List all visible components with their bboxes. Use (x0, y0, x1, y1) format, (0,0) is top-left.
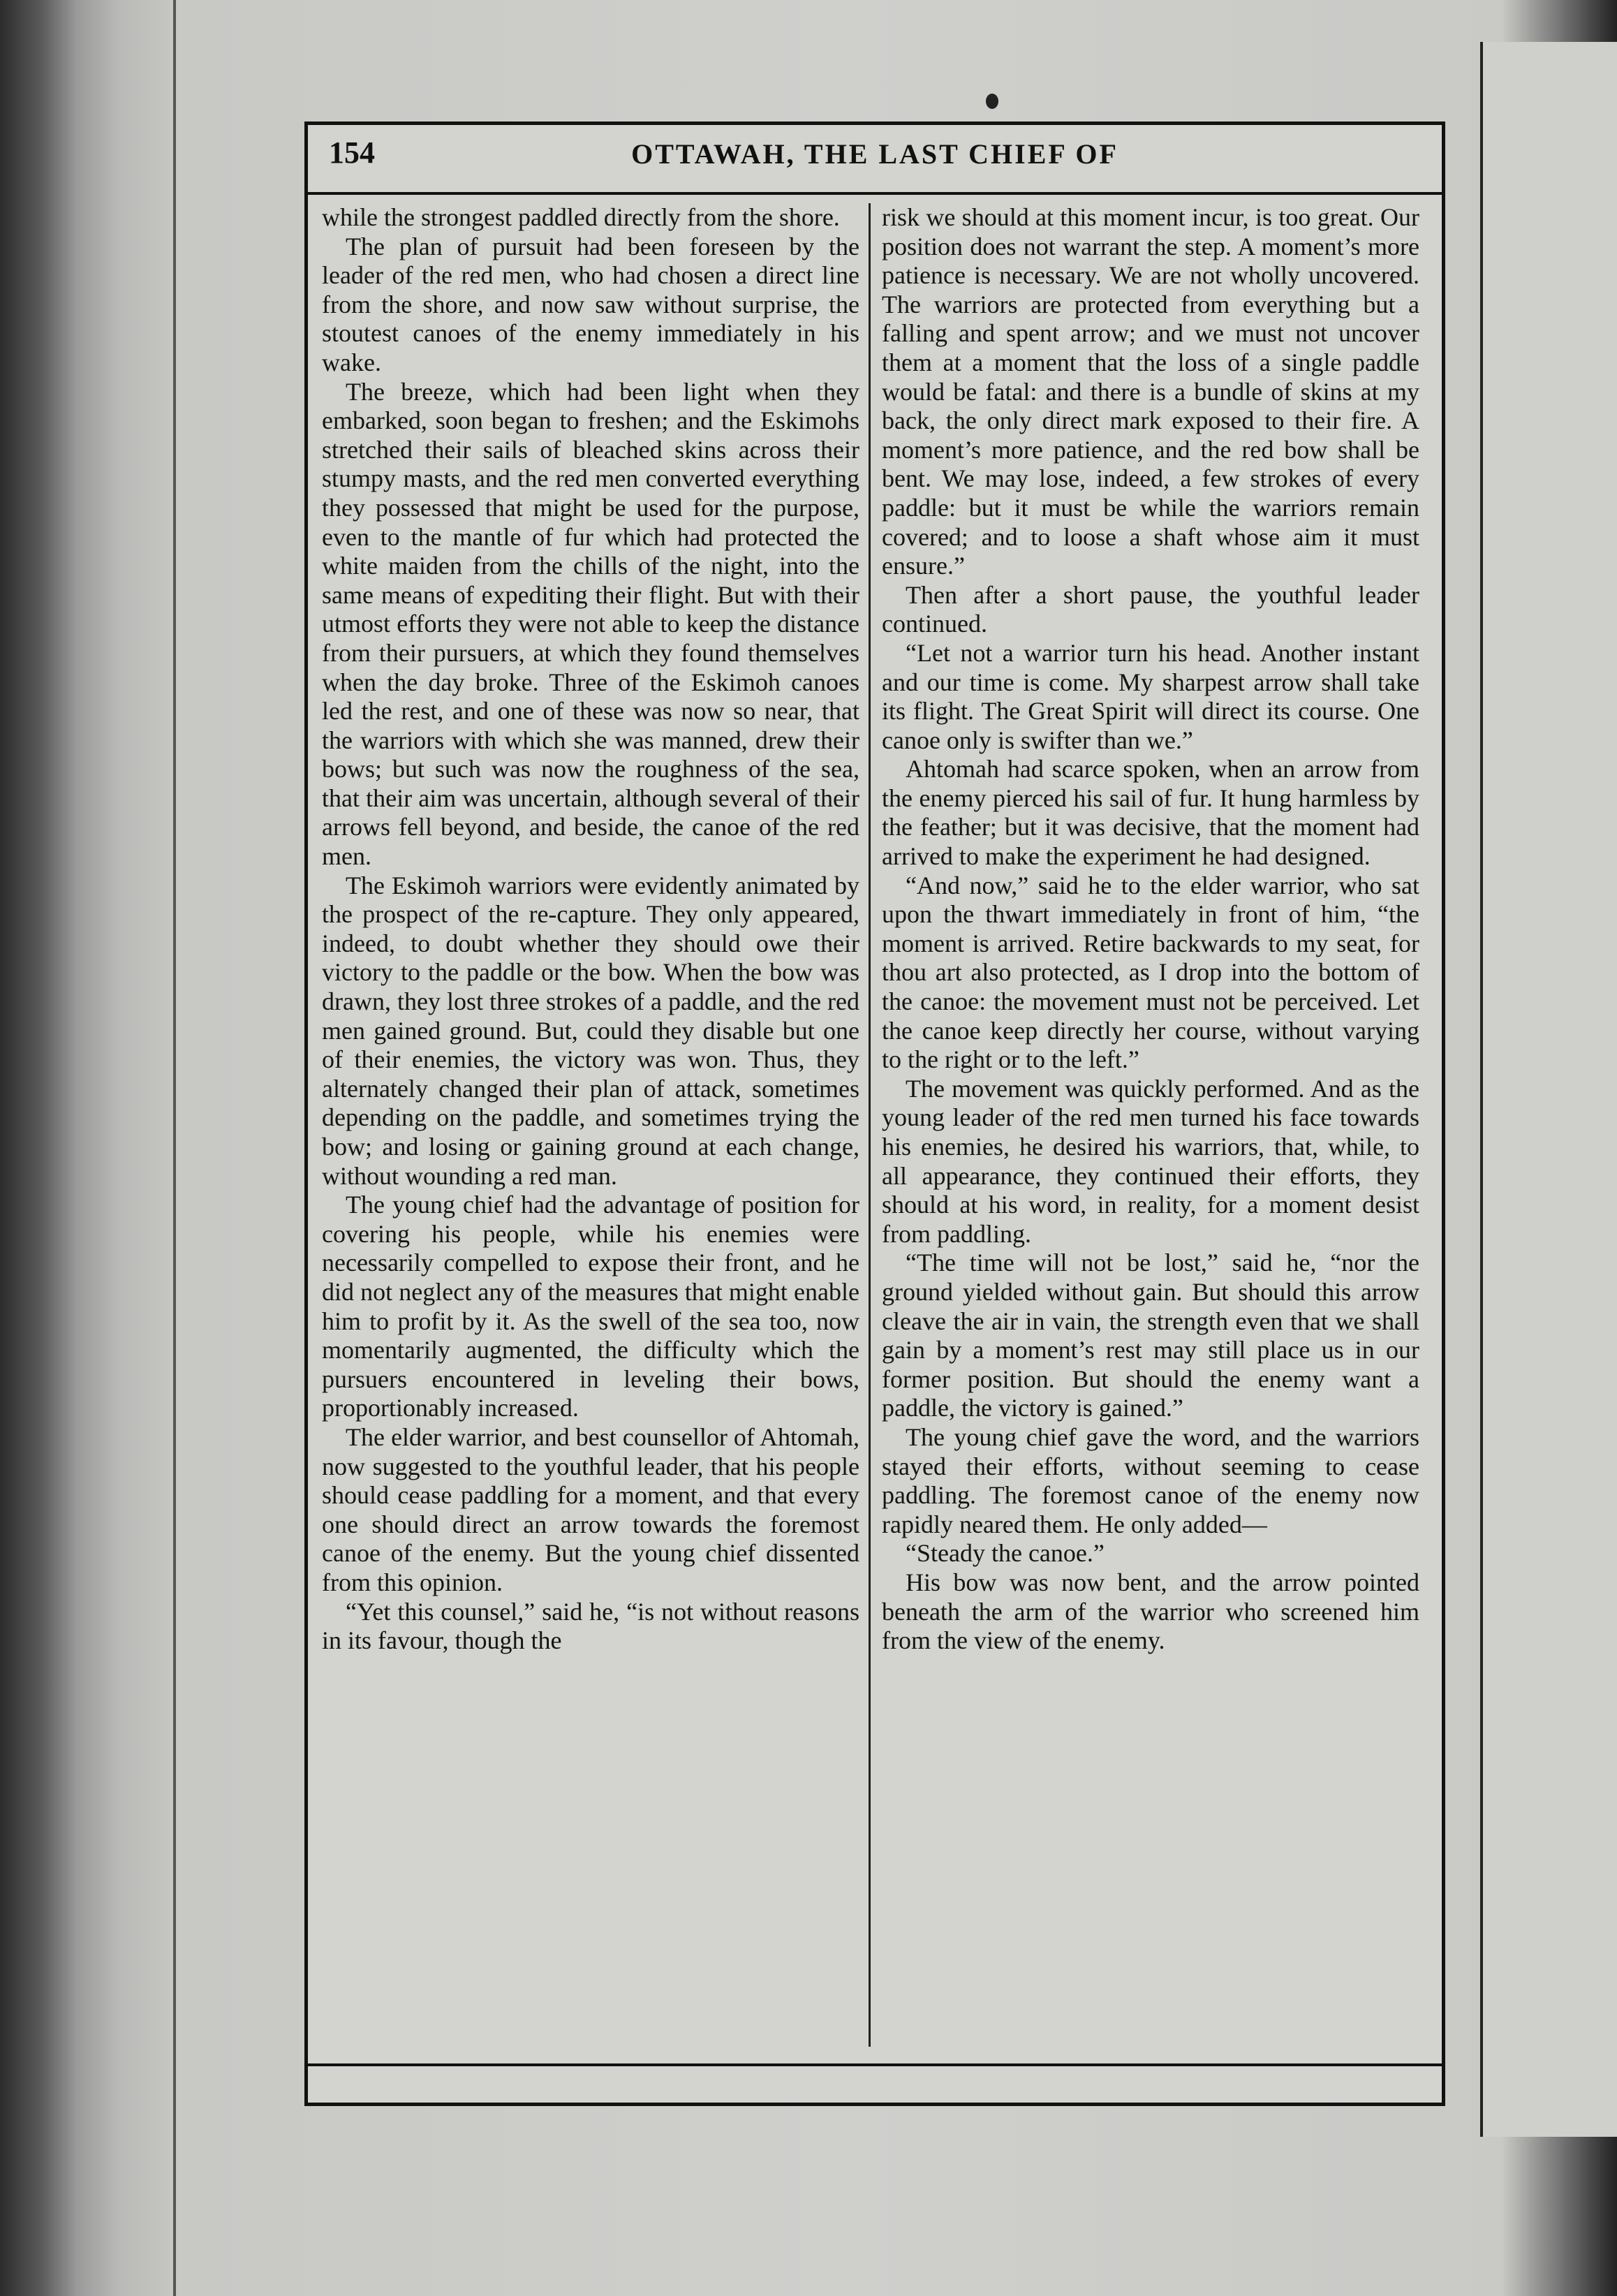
paragraph: risk we should at this moment incur, is too great. Our position does not warrant the step. A moment’s more patience is necessary. We are not wholly uncovered. The warriors are protected from everything but a falling and spent arrow; and we must not uncover them at a moment that the loss of a single paddle would be fatal: and there is a bundle of skins at my back, the only direct mark exposed to their fire. A moment’s more patience, and the red bow shall be bent. We may lose, indeed, a few strokes of every paddle: but it must be while the warriors remain covered; and to loose a shaft whose aim it must ensure.” (882, 203, 1419, 580)
page-header (308, 125, 1442, 195)
paragraph: Ahtomah had scarce spoken, when an arrow from the enemy pierced his sail of fur. It hung harmless by the feather; but it was decisive, that the moment had arrived to make the experiment he had designed. (882, 755, 1419, 871)
paragraph: “Steady the canoe.” (906, 1539, 1105, 1568)
adjacent-page-edge (1480, 42, 1617, 2137)
paragraph: The elder warrior, and best counsellor of Ahtomah, now suggested to the youthful leader, that his people should cease paddling for a moment, and that every one should direct an arrow towards the foremost canoe of the enemy. But the young chief dissented from this opinion. (322, 1422, 859, 1596)
page-number: 154 (329, 135, 375, 170)
paragraph: “Yet this counsel,” said he, “is not without reasons in its favour, though the (322, 1597, 859, 1655)
column-divider (869, 203, 871, 2047)
paragraph: The Eskimoh warriors were evidently animated by the prospect of the re-capture. They only appeared, indeed, to doubt whether they should owe their victory to the paddle or the bow. When the bow was drawn, they lost three strokes of a paddle, and the red men gained ground. But, could they disable but one of their enemies, the victory was won. Thus, they alternately changed their plan of attack, sometimes depending on the paddle, and sometimes trying the bow; and losing or gaining ground at each change, without wounding a red man. (322, 871, 859, 1190)
paragraph: His bow was now bent, and the arrow pointed beneath the arm of the warrior who screened him from the view of the enemy. (882, 1568, 1419, 1655)
right-column (882, 203, 1419, 2047)
paragraph: Then after a short pause, the youthful leader continued. (882, 580, 1419, 638)
paragraph: “And now,” said he to the elder warrior, who sat upon the thwart immediately in front of him, “the moment is arrived. Retire backwards to my seat, for thou art also protected, as I drop into the bottom of the canoe: the movement must not be perceived. Let the canoe keep directly her course, without varying to the right or to the left.” (882, 871, 1419, 1074)
binding-edge (173, 0, 176, 2296)
paragraph: The plan of pursuit had been foreseen by the leader of the red men, who had chosen a direct line from the shore, and now saw without surprise, the stoutest canoes of the enemy immediately in his wake. (322, 232, 859, 376)
paragraph: The movement was quickly performed. And as the young leader of the red men turned his face towards his enemies, he desired his warriors, that, while, to all appearance, they continued their efforts, they should at his word, in reality, for a moment desist from paddling. (882, 1074, 1419, 1248)
paragraph: The young chief gave the word, and the warriors stayed their efforts, without seeming to cease paddling. The foremost canoe of the enemy now rapidly neared them. He only added— (882, 1422, 1419, 1538)
ink-blot (986, 94, 998, 109)
paragraph: “The time will not be lost,” said he, “nor the ground yielded without gain. But should this arrow cleave the air in vain, the strength even that we shall gain by a moment’s rest may still place us in our former position. But should the enemy want a paddle, the victory is gained.” (882, 1249, 1419, 1422)
bottom-rule (308, 2063, 1442, 2066)
paragraph: The young chief had the advantage of position for covering his people, while his enemies were necessarily compelled to expose their front, and he did not neglect any of the measures that might enable him to profit by it. As the swell of the sea too, now momentarily augmented, the difficulty which the pursuers encountered in leveling their bows, proportionably increased. (322, 1191, 859, 1422)
paragraph: The breeze, which had been light when they embarked, soon began to freshen; and the Eskimohs stretched their sails of bleached skins across their stumpy masts, and the red men converted everything they possessed that might be used for the purpose, even to the mantle of fur which had protected the white maiden from the chills of the night, into the same means of expediting their flight. But with their utmost efforts they were not able to keep the distance from their pursuers, at which they found themselves when the day broke. Three of the Eskimoh canoes led the rest, and one of these was now so near, that the warriors with which she was manned, drew their bows; but such was now the roughness of the sea, that their aim was uncertain, although several of their arrows fell beyond, and beside, the canoe of the red men. (322, 377, 859, 871)
paragraph: while the strongest paddled directly from the shore. (322, 203, 840, 231)
paragraph: “Let not a warrior turn his head. Another instant and our time is come. My sharpest arrow shall take its flight. The Great Spirit will direct its course. One canoe only is swifter than we.” (882, 638, 1419, 754)
page-frame (304, 122, 1445, 2106)
left-column (322, 203, 859, 2047)
running-head: OTTAWAH, THE LAST CHIEF OF (631, 138, 1118, 170)
